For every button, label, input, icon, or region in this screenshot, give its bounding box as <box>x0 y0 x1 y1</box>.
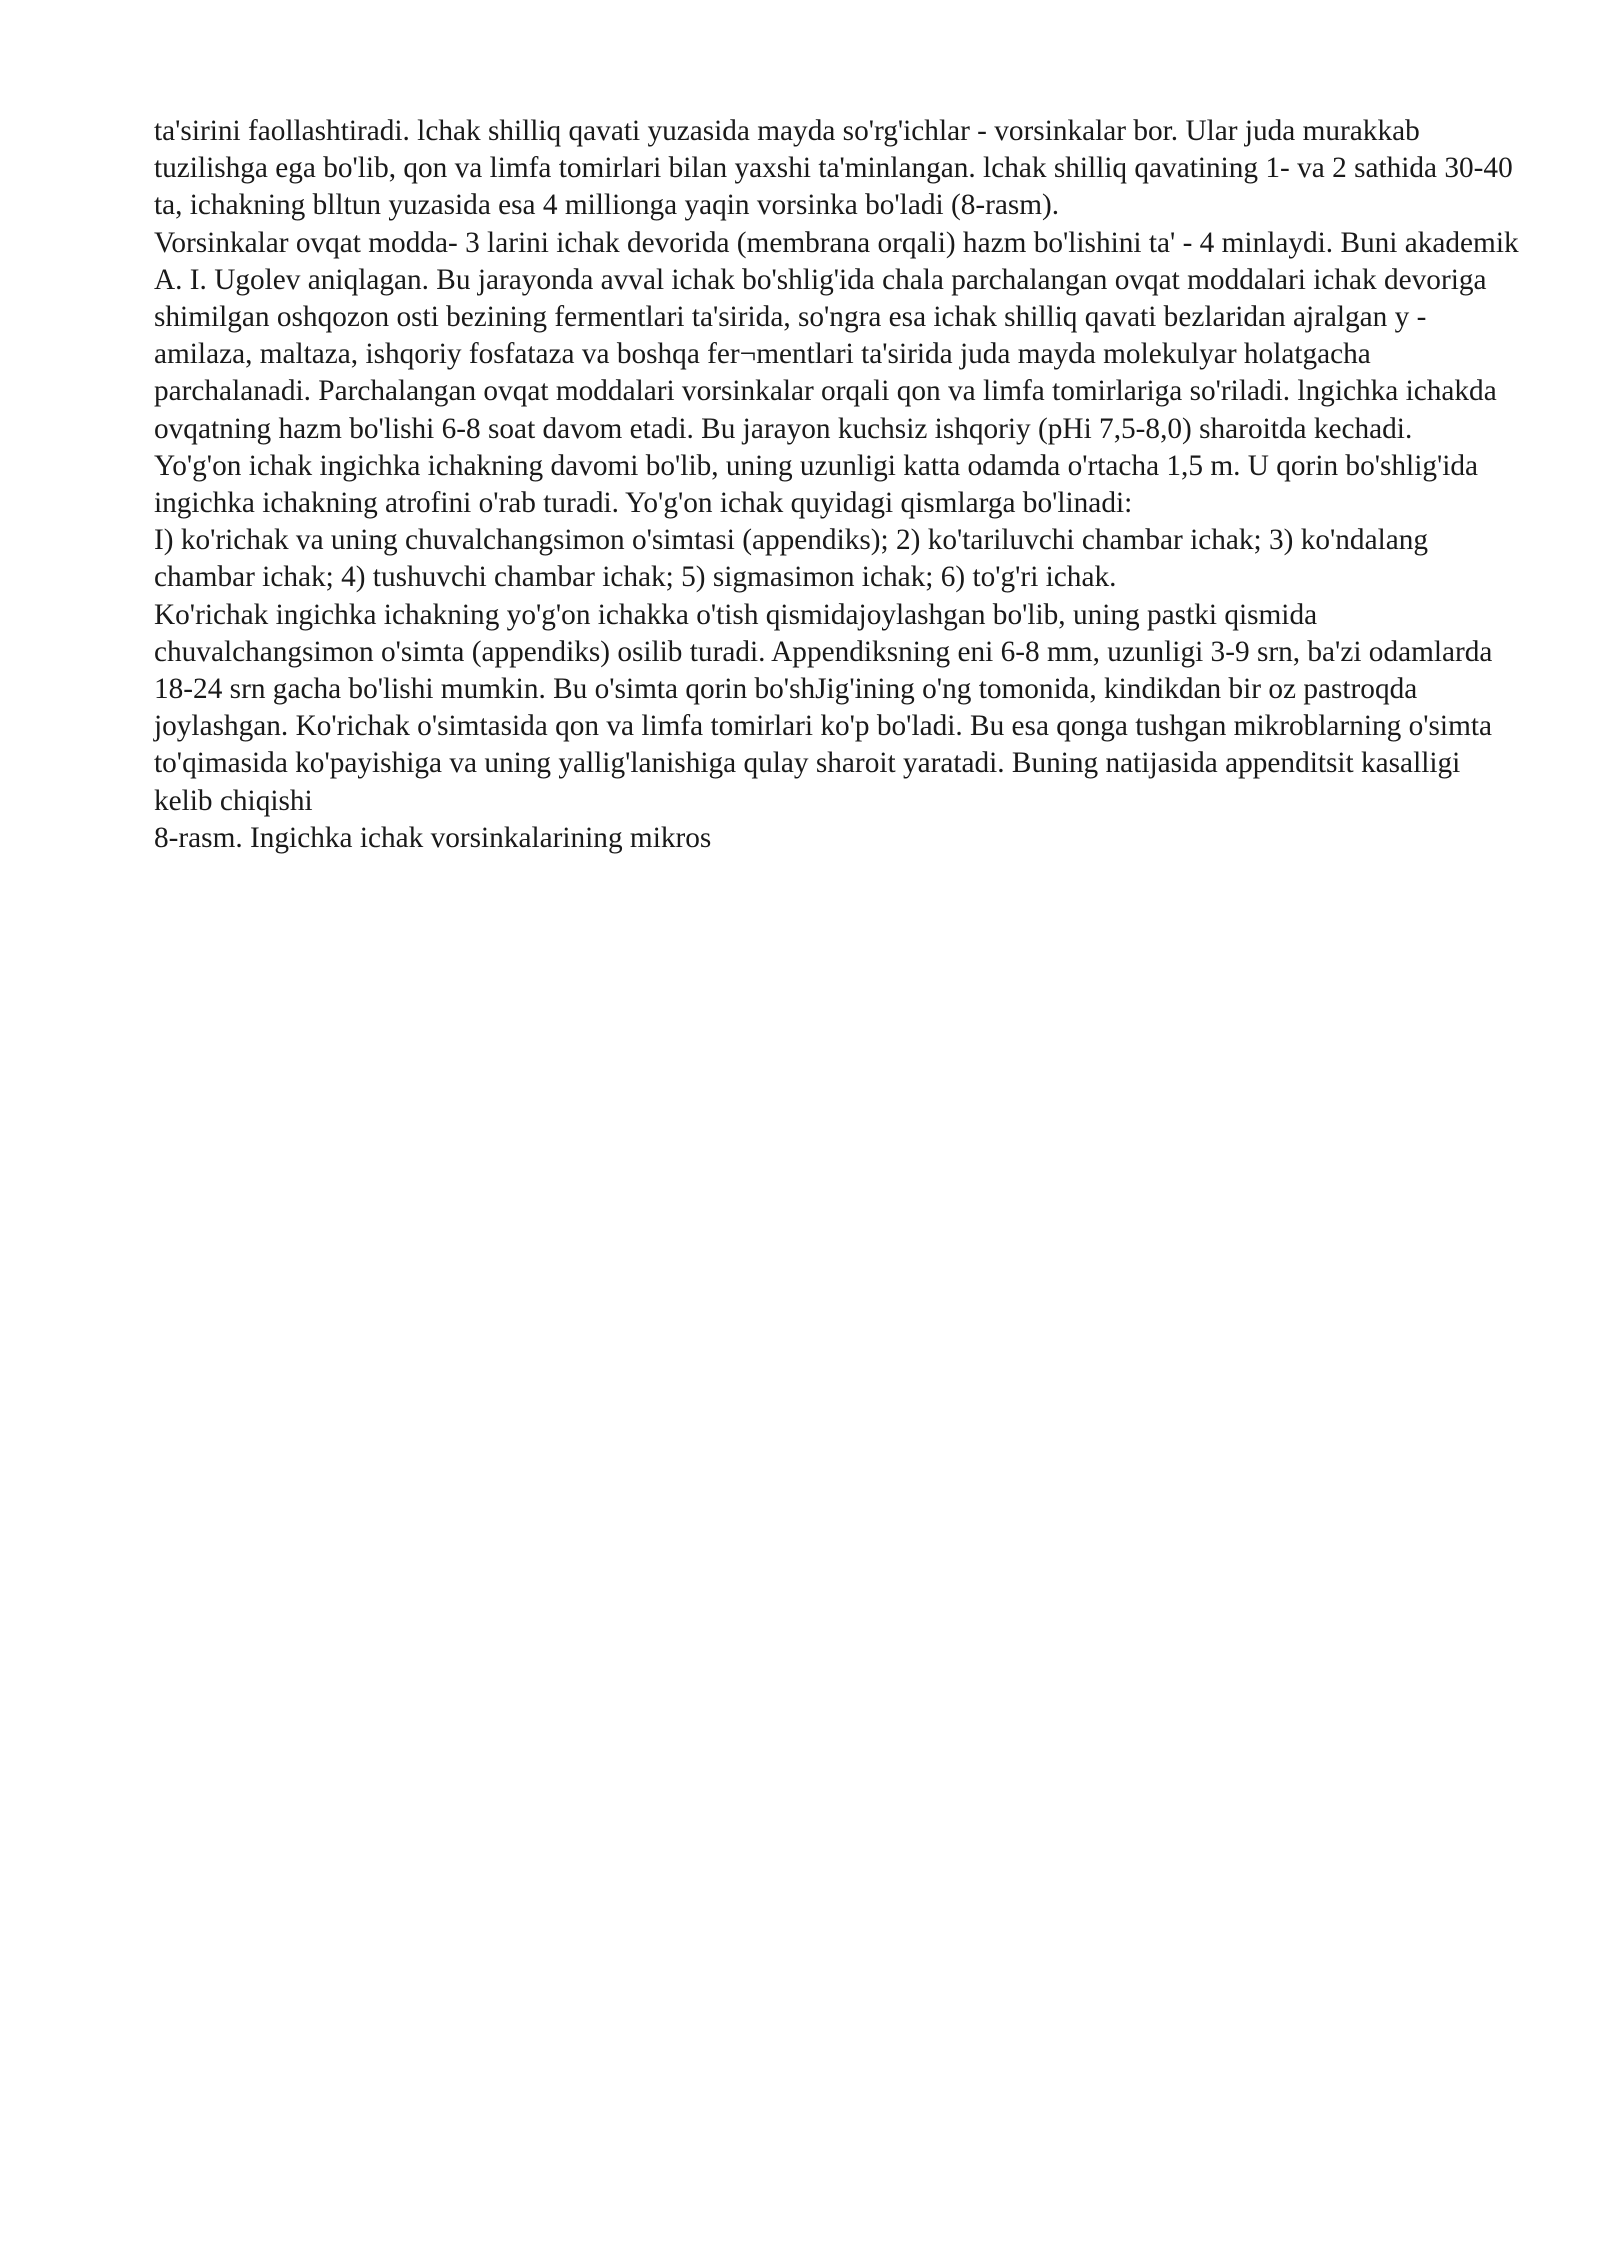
document-page <box>154 113 1524 857</box>
figure-caption: 8-rasm. Ingichka ichak vorsinkalarining mikros <box>154 821 712 854</box>
paragraph-cecum-appendix: Ko'richak ingichka ichakning yo'g'on ichakka o'tish qismidajoylashgan bo'lib, uning pastki qismida chuvalchangsimon o'simta (appendiks) osilib turadi. Appendiksning eni 6-8 mm, uzunligi 3-9 srn, ba'zi odamlarda 18-24 srn gacha bo'lishi mumkin. Bu o'simta qorin bo'shJig'ining o'ng tomonida, kindikdan bir oz pastroqda joylashgan. Ko'richak o'simtasida qon va limfa tomirlari ko'p bo'ladi. Bu esa qonga tushgan mikroblarning o'simta to'qimasida ko'payishiga va uning yallig'lanishiga qulay sharoit yaratadi. Buning natijasida appenditsit kasalligi kelib chiqishi <box>154 598 1493 817</box>
paragraph-villi-structure: ta'sirini faollashtiradi. lchak shilliq qavati yuzasida mayda so'rg'ichlar - vorsinkalar bor. Ular juda murakkab tuzilishga ega bo'lib, qon va limfa tomirlari bilan yaxshi ta'minlangan. lchak shilliq qavatining 1- va 2 sathida 30-40 ta, ichakning blltun yuzasida esa 4 millionga yaqin vorsinka bo'ladi (8-rasm). <box>154 115 1513 222</box>
paragraph-intestine-parts-list: I) ko'richak va uning chuvalchangsimon o'simtasi (appendiks); 2) ko'tariluvchi chambar ichak; 3) ko'ndalang chambar ichak; 4) tushuvchi chambar ichak; 5) sigmasimon ichak; 6) to'g'ri ichak. <box>154 524 1429 594</box>
paragraph-large-intestine: Yo'g'on ichak ingichka ichakning davomi bo'lib, uning uzunligi katta odamda o'rtacha 1,5 m. U qorin bo'shlig'ida ingichka ichakning atrofini o'rab turadi. Yo'g'on ichak quyidagi qismlarga bo'linadi: <box>154 449 1479 520</box>
paragraph-membrane-digestion: Vorsinkalar ovqat modda- 3 larini ichak devorida (membrana orqali) hazm bo'lishini ta' - 4 minlaydi. Buni akademik A. I. Ugolev aniqlagan. Bu jarayonda avval ichak bo'shlig'ida chala parchalangan ovqat moddalari ichak devoriga shimilgan oshqozon osti bezining fermentlari ta'sirida, so'ngra esa ichak shilliq qavati bezlaridan ajralgan y - amilaza, maltaza, ishqoriy fosfataza va boshqa fer¬mentlari ta'sirida juda mayda molekulyar holatgacha parchalanadi. Parchalangan ovqat moddalari vorsinkalar orqali qon va limfa tomirlariga so'riladi. lngichka ichakda ovqatning hazm bo'lishi 6-8 soat davom etadi. Bu jarayon kuchsiz ishqoriy (pHi 7,5-8,0) sharoitda kechadi. <box>154 226 1519 445</box>
